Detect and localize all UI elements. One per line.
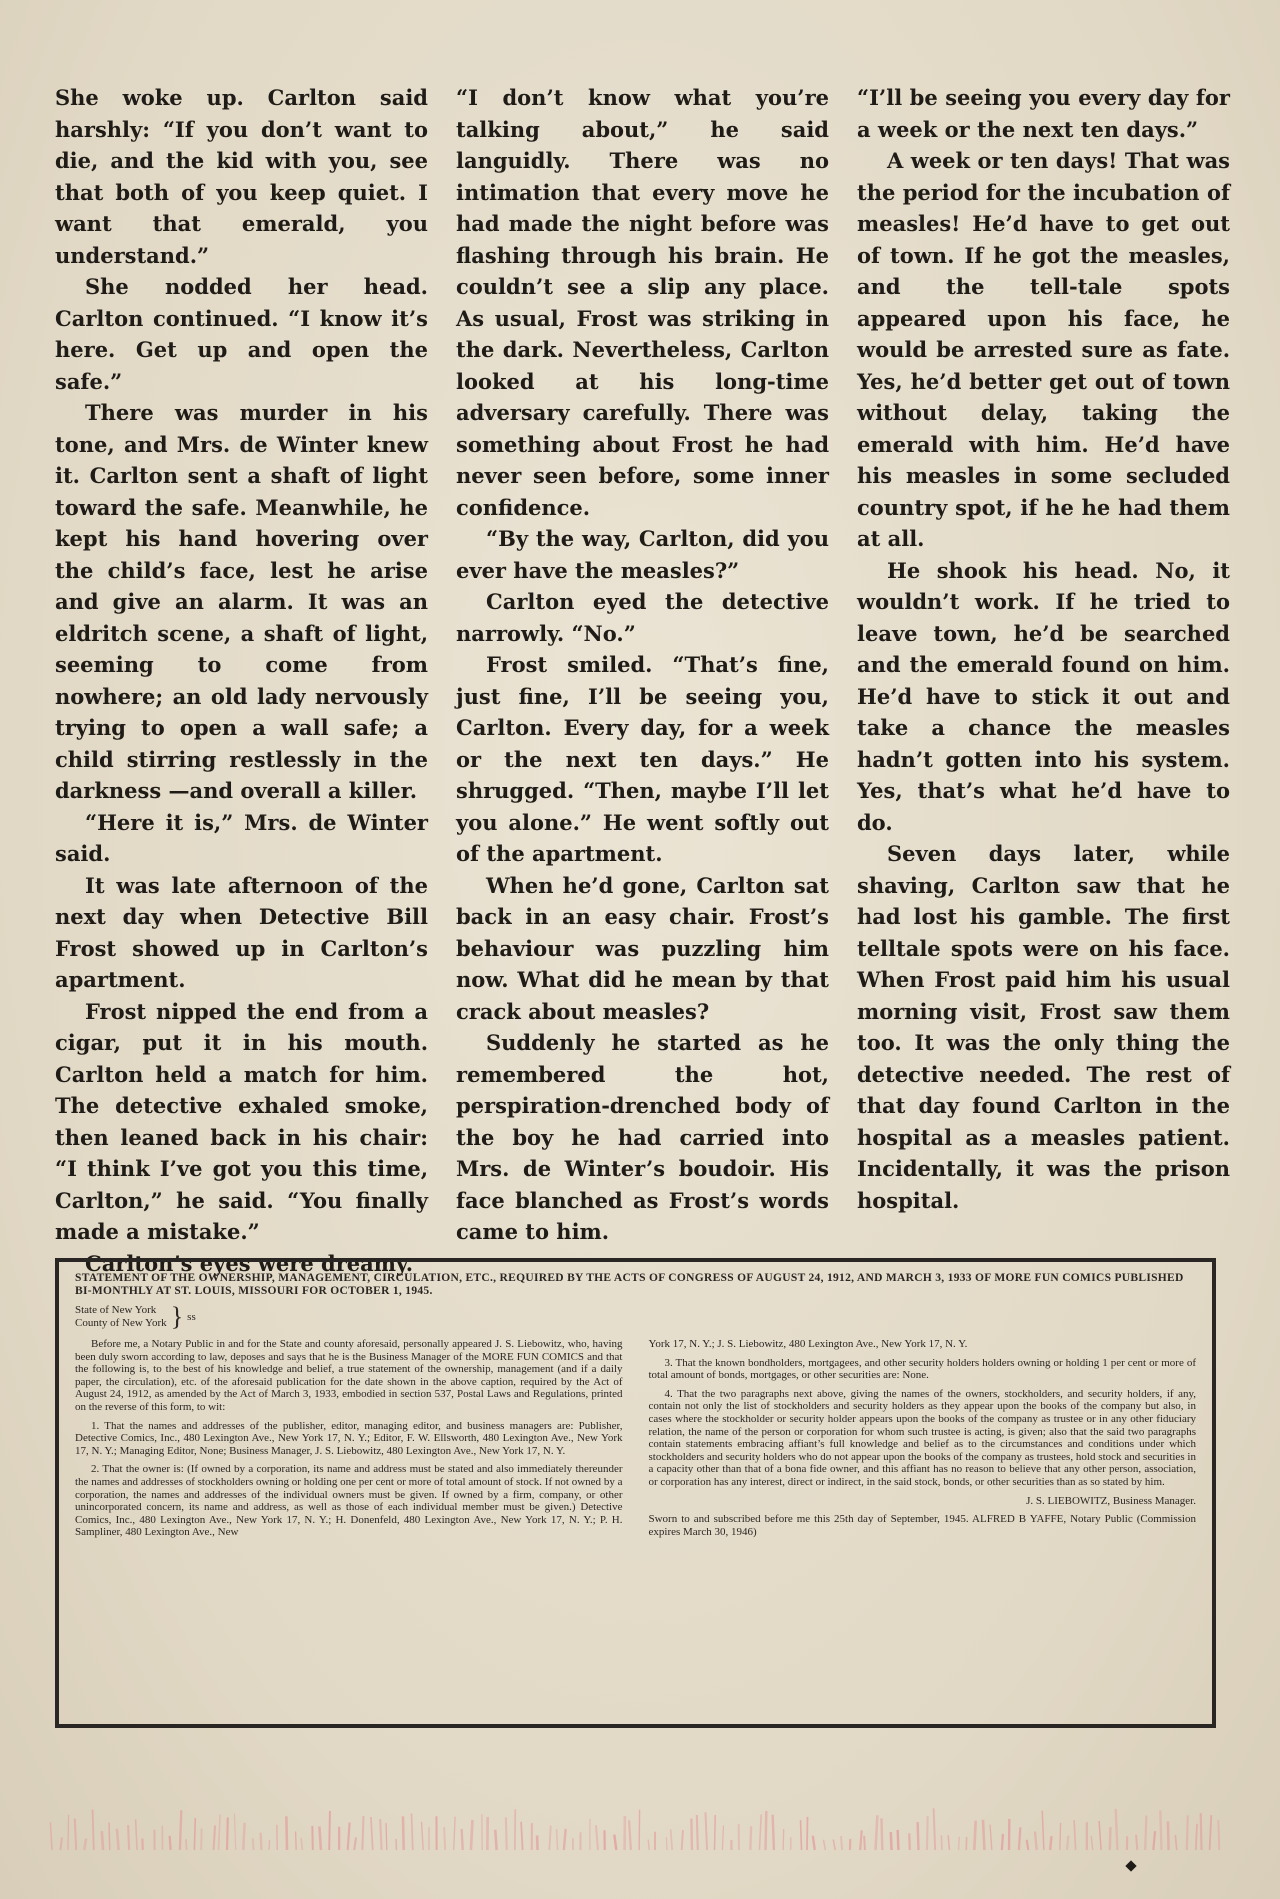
statement-paragraph: 2. That the owner is: (If owned by a corporation, its name and address must be stated and also immediately thereunder the names and addresses of stockholders owning or holding one per cent or more of total amount of stock. If not owned by a corporation, the names and addresses of the individual owners must be given. If owned by a firm, company, or other unincorporated concern, its name and address, as well as those of each individual member must be given.) Detective Comics, Inc., 480 Lexington Ave., New York 17, N. Y.; H. Donenfeld, 480 Lexington Ave., New York 17, N. Y.; P. H. Sampliner, 480 Lexington Ave., New (75, 1463, 623, 1539)
bleed-mark (876, 1815, 878, 1850)
story-column-2 (456, 82, 829, 1244)
statement-sworn: Sworn to and subscribed before me this 25th day of September, 1945. ALFRED B YAFFE, Notary Public (Commission expires March 30, 1946) (648, 1513, 1196, 1538)
story-paragraph: Frost smiled. “That’s fine, just fine, I’ll be seeing you, Carlton. Every day, for a week or the next ten days.” He shrugged. “Then, maybe I’ll let you alone.” He went softly out of the apartment. (456, 652, 829, 866)
story-text (55, 82, 1230, 1276)
bleed-mark (891, 1832, 892, 1850)
bleed-mark (783, 1829, 784, 1850)
bleed-mark (833, 1840, 835, 1850)
bleed-mark (296, 1831, 297, 1850)
bleed-mark (934, 1808, 936, 1850)
bleed-mark (117, 1829, 119, 1850)
ownership-statement-box (55, 1258, 1216, 1728)
bleed-mark (629, 1820, 631, 1850)
bleed-mark (750, 1826, 751, 1850)
bleed-mark (1002, 1834, 1003, 1850)
story-paragraph: When he’d gone, Carlton sat back in an easy chair. Frost’s behaviour was puzzling him now. What did he mean by that crack about measles? (456, 872, 829, 1024)
bleed-mark (682, 1830, 683, 1850)
story-paragraph: A week or ten days! That was the period for the incubation of measles! He’d have to get out of town. If he got the measles, and the tell-tale spots appeared upon his face, he would be arrested sure as fate. Yes, he’d better get out of town without delay, taking the emerald with him. He’d have his measles in some secluded country spot, if he he had them at all. (857, 148, 1230, 551)
bleed-mark (1027, 1840, 1029, 1850)
venue-ss: ss (187, 1310, 196, 1323)
story-paragraph: She woke up. Carlton said harshly: “If you don’t want to die, and the kid with you, see that both of you keep quiet. I want that emerald, you understand.” (55, 85, 428, 268)
bleed-mark (219, 1815, 221, 1850)
bleed-mark (1067, 1836, 1068, 1850)
bleed-mark (927, 1816, 928, 1850)
bleed-mark (462, 1829, 463, 1850)
bleed-mark (371, 1817, 373, 1850)
bleed-mark (60, 1837, 62, 1850)
color-bleed-strip (40, 1800, 1240, 1855)
bleed-mark (983, 1820, 984, 1850)
bleed-mark (1042, 1811, 1044, 1850)
bleed-mark (214, 1825, 215, 1850)
bleed-mark (84, 1838, 86, 1850)
statement-paragraph: York 17, N. Y.; J. S. Liebowitz, 480 Lexington Ave., New York 17, N. Y. (648, 1338, 968, 1350)
bleed-mark (1175, 1835, 1176, 1850)
bleed-mark (403, 1816, 404, 1850)
story-paragraph: Frost nipped the end from a cigar, put it in his mouth. Carlton held a match for him. The detective exhaled smoke, then leaned back in his chair: “I think I’ve got you this time, Carlton,” he said. “You finally made a mistake.” (55, 998, 428, 1244)
bleed-mark (286, 1816, 287, 1850)
statement-paragraph: 3. That the known bondholders, mortgagees, and other security holders holders owning or holding 1 per cent or more of total amount of bonds, mortgages, or other securities are: None. (648, 1356, 1196, 1382)
bleed-mark (860, 1830, 862, 1850)
bleed-mark (974, 1821, 975, 1850)
story-paragraph: Carlton eyed the detective narrowly. “No.” (456, 589, 829, 646)
bleed-mark (864, 1836, 865, 1850)
statement-heading: STATEMENT OF THE OWNERSHIP, MANAGEMENT, CIRCULATION, ETC., REQUIRED BY THE ACTS OF CONGRESS OF AUGUST 24, 1912, AND MARCH 3, 1933 OF MORE FUN COMICS PUBLISHED BI-MONTHLY AT ST. LOUIS, MISSOURI FOR OCTOBER 1, 1945. (75, 1272, 1184, 1297)
bleed-mark (941, 1835, 942, 1850)
statement-venue (75, 1304, 1196, 1330)
story-paragraph: She nodded her head. Carlton continued. “I know it’s here. Get up and open the safe.” (55, 274, 428, 394)
bleed-mark (422, 1822, 424, 1850)
bleed-mark (329, 1811, 330, 1850)
statement-paragraph: 4. That the two paragraphs next above, giving the names of the owners, stockholders, and security holders, if any, contain not only the list of stockholders and security holders as they appear upon the books of the company but also, in cases where the stockholder or security holder appears upon the books of the company as trustee or in any other fiduciary relation, the name of the person or corporation for whom such trustee is acting, is given; also that the said two paragraphs contain statements embracing affiant’s full knowledge and belief as to the circumstances and conditions under which stockholders and security holders who do not appear upon the books of the company as trustees, hold stock and securities in a capacity other than that of a bona fide owner, and this affiant has no reason to believe that any other person, association, or corporation has any interest, direct or indirect, in the said stock, bonds, or other securities than as so stated by him. (648, 1387, 1196, 1488)
bleed-mark (93, 1809, 94, 1850)
bleed-mark (1116, 1809, 1118, 1850)
bleed-mark (1168, 1821, 1169, 1850)
bleed-mark (362, 1816, 363, 1850)
bleed-mark (773, 1815, 774, 1850)
bleed-mark (301, 1838, 302, 1850)
story-paragraph: “Here it is,” Mrs. de Winter said. (55, 809, 428, 866)
bleed-mark (444, 1827, 445, 1850)
bleed-mark (648, 1840, 649, 1850)
bleed-mark (671, 1829, 673, 1850)
bleed-mark (564, 1829, 566, 1850)
bleed-mark (75, 1818, 76, 1850)
bleed-mark (813, 1836, 815, 1850)
bleed-mark (1099, 1821, 1101, 1850)
bleed-mark (697, 1815, 698, 1850)
bleed-mark (918, 1822, 919, 1850)
bleed-mark (759, 1814, 761, 1850)
bleed-mark (691, 1818, 692, 1850)
bleed-mark (68, 1815, 69, 1850)
bleed-mark (990, 1825, 992, 1850)
bleed-mark (1019, 1827, 1020, 1850)
bleed-mark (1196, 1824, 1197, 1850)
bleed-mark (1136, 1835, 1137, 1850)
bleed-mark (128, 1825, 129, 1850)
bleed-mark (411, 1813, 412, 1850)
bleed-mark (243, 1823, 244, 1850)
story-column-1 (55, 82, 428, 1276)
story-paragraph: Seven days later, while shaving, Carlton saw that he had lost his gamble. The first telltale spots were on his face. When Frost paid him his usual morning visit, Frost saw them too. It was the only thing the detective needed. The rest of that day found Carlton in the hospital as a measles patient. Incidentally, it was the prison hospital. (857, 841, 1230, 1213)
bleed-mark (506, 1817, 507, 1850)
bleed-mark (102, 1831, 103, 1850)
bleed-mark (666, 1837, 667, 1850)
bleed-mark (319, 1827, 321, 1850)
bleed-mark (823, 1840, 825, 1850)
brace-icon: } (170, 1302, 184, 1331)
bleed-mark (705, 1812, 707, 1850)
story-paragraph: “I’ll be seeing you every day for a week or the next ten days.” (857, 85, 1230, 142)
bleed-mark (1091, 1836, 1093, 1850)
bleed-mark (1153, 1831, 1155, 1850)
bleed-mark (380, 1819, 381, 1850)
story-paragraph: Carlton’s eyes were dreamy. (85, 1250, 414, 1276)
bleed-mark (1035, 1832, 1037, 1850)
bleed-mark (261, 1833, 262, 1850)
bleed-mark (194, 1818, 195, 1850)
bleed-mark (766, 1811, 767, 1850)
bleed-mark (521, 1822, 523, 1850)
bleed-mark (348, 1823, 350, 1850)
bleed-mark (881, 1818, 882, 1850)
bleed-mark (1210, 1815, 1212, 1850)
story-paragraph: “By the way, Carlton, did you ever have the measles?” (456, 526, 829, 583)
bleed-mark (1145, 1816, 1146, 1850)
bleed-mark (354, 1838, 356, 1850)
bleed-mark (722, 1825, 723, 1850)
bleed-mark (495, 1830, 496, 1850)
bleed-mark (596, 1825, 598, 1850)
story-paragraph: He shook his head. No, it wouldn’t work. If he tried to leave town, he’d be searched and the emerald found on him. He’d have to stick it out and take a chance the measles hadn’t gotten into his system. Yes, that’s what he’d have to do. (857, 557, 1230, 835)
bleed-mark (471, 1820, 473, 1850)
bleed-mark (948, 1835, 949, 1850)
statement-signature: J. S. LIEBOWITZ, Business Manager. (1026, 1494, 1196, 1507)
bleed-mark (1050, 1836, 1051, 1850)
bleed-mark (549, 1826, 550, 1850)
bleed-mark (714, 1815, 715, 1850)
bleed-mark (1187, 1815, 1188, 1850)
bleed-mark (50, 1822, 52, 1850)
bleed-mark (807, 1817, 808, 1850)
bleed-mark (227, 1817, 228, 1850)
venue-county: County of New York (75, 1317, 167, 1329)
bleed-mark (234, 1813, 235, 1850)
page-mark-icon (1125, 1860, 1136, 1871)
bleed-mark (898, 1830, 899, 1850)
bleed-mark (109, 1822, 110, 1850)
bleed-mark (1110, 1827, 1111, 1850)
bleed-mark (454, 1817, 455, 1850)
bleed-mark (801, 1820, 802, 1850)
bleed-mark (557, 1829, 558, 1850)
bleed-mark (841, 1836, 842, 1850)
bleed-mark (614, 1835, 616, 1850)
bleed-mark (386, 1823, 387, 1850)
bleed-mark (1074, 1820, 1076, 1850)
venue-state: State of New York (75, 1304, 157, 1317)
story-paragraph: Suddenly he started as he remembered the hot, perspiration-drenched body of the boy he had carried into Mrs. de Winter’s boudoir. His face blanched as Frost’s words came to him. (456, 1030, 829, 1244)
statement-paragraph: 1. That the names and addresses of the publisher, editor, managing editor, and business managers are: Publisher, Detective Comics, Inc., 480 Lexington Ave., New York 17, N. Y.; Editor, F. W. Ellsworth, 480 Lexington Ave., New York 17, N. Y.; Managing Editor, None; Business Manager, J. S. Liebowitz, 480 Lexington Ave., New York 17, N. Y. (75, 1419, 623, 1457)
statement-right-column (649, 1338, 1197, 1545)
bleed-mark (1201, 1813, 1202, 1850)
bleed-mark (1218, 1820, 1219, 1850)
story-column-3 (857, 82, 1230, 1222)
story-paragraph: It was late afternoon of the next day when Detective Bill Frost showed up in Carlton’s apartment. (55, 872, 428, 992)
story-paragraph: There was murder in his tone, and Mrs. de Winter knew it. Carlton sent a shaft of light toward the safe. Meanwhile, he kept his hand hovering over the child’s face, lest he arise and give an alarm. It was an eldritch scene, a shaft of light, seeming to come from nowhere; an old lady nervously trying to open a wall safe; a child stirring restlessly in the darkness —and overall a killer. (55, 400, 428, 803)
bleed-mark (1160, 1810, 1161, 1850)
statement-left-column (75, 1338, 623, 1545)
bleed-mark (959, 1837, 960, 1850)
bleed-mark (136, 1819, 137, 1850)
bleed-mark (170, 1836, 171, 1850)
bleed-mark (180, 1810, 181, 1850)
bleed-mark (253, 1838, 254, 1850)
bleed-mark (1060, 1823, 1061, 1850)
bleed-mark (909, 1833, 910, 1850)
story-paragraph: “I don’t know what you’re talking about,” he said languidly. There was no intimation that every move he had made the night before was flashing through his brain. He couldn’t see a slip any place. As usual, Frost was striking in the dark. Nevertheless, Carlton looked at his long-time adversary carefully. There was something about Frost he had never seen before, some inner confidence. (456, 85, 829, 520)
statement-paragraph: Before me, a Notary Public in and for the State and county aforesaid, personally appeared J. S. Liebowitz, who, having been duly sworn according to law, deposes and says that he is the Business Manager of the MORE FUN COMICS and that the following is, to the best of his knowledge and belief, a true statement of the ownership, management (and if a daily paper, the circulation), etc. of the aforesaid publication for the date shown in the above caption, required by the Act of August 24, 1912, as amended by the Act of March 3, 1933, embodied in section 537, Postal Laws and Regulations, printed on the reverse of this form, to wit: (75, 1338, 623, 1413)
bleed-mark (186, 1839, 187, 1850)
